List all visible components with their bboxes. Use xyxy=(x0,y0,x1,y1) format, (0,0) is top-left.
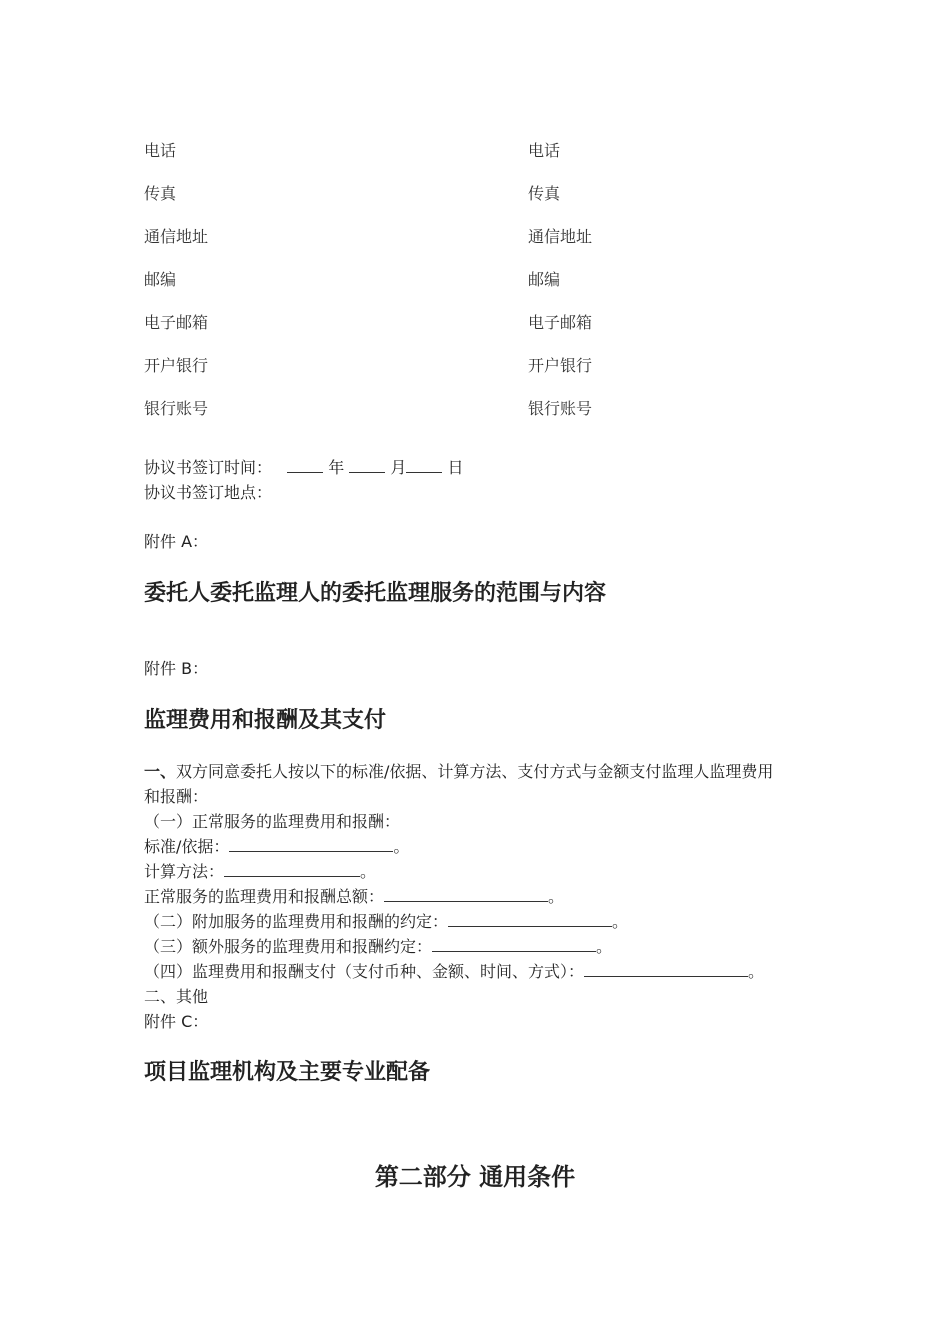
total-end: 。 xyxy=(548,887,565,906)
sub-item-3-line xyxy=(144,934,612,957)
right-fax-label: 传真 xyxy=(528,184,561,203)
method-label: 计算方法： xyxy=(144,862,225,881)
clause-1-line-a xyxy=(144,759,773,782)
right-email-label: 电子邮箱 xyxy=(528,313,593,332)
standard-label: 标准/依据： xyxy=(144,837,230,856)
method-end: 。 xyxy=(360,862,377,881)
sub-item-3-end: 。 xyxy=(596,937,613,956)
sub-item-2-label: （二）附加服务的监理费用和报酬的约定： xyxy=(144,912,449,931)
total-label: 正常服务的监理费用和报酬总额： xyxy=(144,887,385,906)
annex-a-title: 委托人委托监理人的委托监理服务的范围与内容 xyxy=(144,581,607,606)
method-blank[interactable] xyxy=(224,862,360,877)
total-blank[interactable] xyxy=(384,887,548,902)
month-label: 月 xyxy=(390,458,407,477)
left-email-label: 电子邮箱 xyxy=(144,313,209,332)
left-phone-label: 电话 xyxy=(144,141,177,160)
standard-blank[interactable] xyxy=(229,837,393,852)
sub-item-2-line xyxy=(144,909,628,932)
year-blank[interactable] xyxy=(287,458,323,473)
left-fax-label: 传真 xyxy=(144,184,177,203)
right-postcode-label: 邮编 xyxy=(528,270,561,289)
other-clause: 二、其他 xyxy=(144,987,209,1006)
sub-item-4-label: （四）监理费用和报酬支付（支付币种、金额、时间、方式）： xyxy=(144,962,585,981)
right-address-label: 通信地址 xyxy=(528,227,593,246)
left-address-label: 通信地址 xyxy=(144,227,209,246)
right-phone-label: 电话 xyxy=(528,141,561,160)
sub-item-4-line xyxy=(144,959,764,982)
month-blank[interactable] xyxy=(349,458,385,473)
sub-item-4-end: 。 xyxy=(748,962,765,981)
total-line xyxy=(144,884,564,907)
right-bank-label: 开户银行 xyxy=(528,356,593,375)
left-bank-label: 开户银行 xyxy=(144,356,209,375)
signing-place-label: 协议书签订地点： xyxy=(144,483,273,502)
method-line xyxy=(144,859,376,882)
left-account-label: 银行账号 xyxy=(144,399,209,418)
day-blank[interactable] xyxy=(406,458,442,473)
annex-c-title: 项目监理机构及主要专业配备 xyxy=(144,1060,431,1085)
sub-item-3-blank[interactable] xyxy=(432,937,596,952)
clause-1-number: 一、 xyxy=(144,762,177,781)
standard-end: 。 xyxy=(393,837,410,856)
year-label: 年 xyxy=(328,458,345,477)
clause-1-text-b: 和报酬： xyxy=(144,787,209,806)
signing-time-line xyxy=(144,455,464,478)
standard-line xyxy=(144,834,409,857)
part-2-title: 第二部分 通用条件 xyxy=(374,1163,576,1191)
annex-b-label: 附件 B： xyxy=(144,659,209,678)
signing-time-label: 协议书签订时间： xyxy=(144,458,273,477)
left-postcode-label: 邮编 xyxy=(144,270,177,289)
sub-item-2-blank[interactable] xyxy=(448,912,612,927)
annex-a-label: 附件 A： xyxy=(144,532,209,551)
annex-c-label: 附件 C： xyxy=(144,1012,209,1031)
sub-item-3-label: （三）额外服务的监理费用和报酬约定： xyxy=(144,937,433,956)
day-label: 日 xyxy=(447,458,464,477)
sub-item-4-blank[interactable] xyxy=(584,962,748,977)
sub-item-2-end: 。 xyxy=(612,912,629,931)
clause-1-text-a: 双方同意委托人按以下的标准/依据、计算方法、支付方式与金额支付监理人监理费用 xyxy=(176,762,774,781)
right-account-label: 银行账号 xyxy=(528,399,593,418)
sub-item-1: （一）正常服务的监理费用和报酬： xyxy=(144,812,401,831)
annex-b-title: 监理费用和报酬及其支付 xyxy=(144,708,387,733)
